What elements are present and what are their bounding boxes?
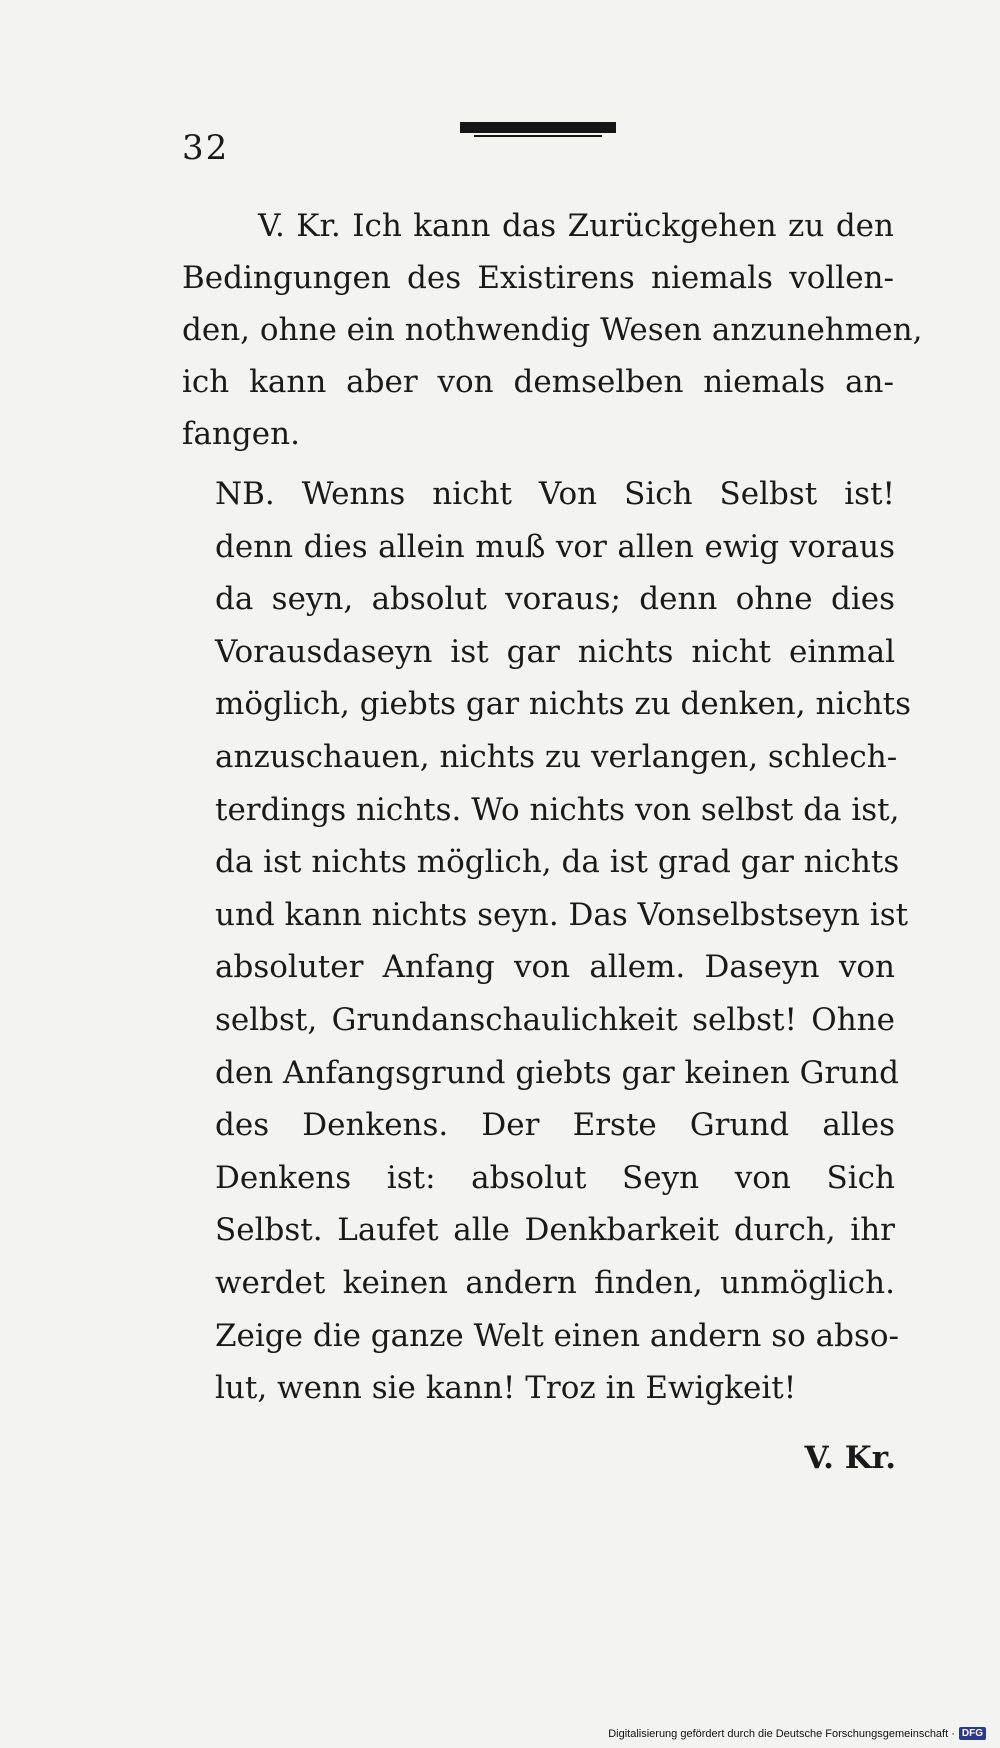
text-line: denn dies allein muß vor allen ewig voraus [215, 528, 895, 565]
text-line: anzuschauen, nichts zu verlangen, schlech- [215, 738, 898, 775]
text-line: Bedingungen des Existirens niemals vollen- [182, 260, 894, 296]
text-line: lut, wenn sie kann! Troz in Ewigkeit! [215, 1370, 797, 1407]
text-line: und kann nichts seyn. Das Vonselbstseyn ist [215, 896, 909, 933]
text-line: da seyn, absolut voraus; denn ohne dies [215, 581, 895, 618]
text-line: Vorausdaseyn ist gar nichts nicht einmal [215, 633, 895, 670]
page-number: 32 [182, 128, 230, 168]
text-line: werdet keinen andern finden, unmöglich. [215, 1264, 895, 1301]
text-line: selbst, Grundanschaulichkeit selbst! Ohne [215, 1001, 895, 1038]
signature: V. Kr. [804, 1440, 896, 1476]
ornament-bar [460, 122, 616, 133]
text-line: Denkens ist: absolut Seyn von Sich [215, 1159, 895, 1196]
text-line: möglich, giebts gar nichts zu denken, nichts [215, 686, 912, 723]
text-line: NB. Wenns nicht Von Sich Selbst ist! [215, 476, 895, 512]
text-line: Zeige die ganze Welt einen andern so abso- [215, 1317, 899, 1354]
text-line: absoluter Anfang von allem. Daseyn von [215, 949, 895, 986]
digitization-footer [608, 1727, 986, 1740]
dfg-logo: DFG [959, 1727, 986, 1740]
text-line: V. Kr. Ich kann das Zurückgehen zu den [258, 208, 894, 244]
text-line: terdings nichts. Wo nichts von selbst da ist, [215, 791, 900, 828]
ornament-rule [474, 135, 602, 137]
text-line: den Anfangsgrund giebts gar keinen Grund [215, 1054, 900, 1091]
text-line: da ist nichts möglich, da ist grad gar nichts [215, 844, 900, 881]
paragraph-2 [215, 468, 912, 1415]
paragraph-1 [182, 200, 923, 460]
text-line: des Denkens. Der Erste Grund alles [215, 1107, 895, 1144]
footer-credit: Digitalisierung gefördert durch die Deutsche Forschungsgemeinschaft · [608, 1727, 955, 1740]
text-line: fangen. [182, 416, 300, 452]
text-line: Selbst. Laufet alle Denkbarkeit durch, ihr [215, 1212, 895, 1249]
text-line: den, ohne ein nothwendig Wesen anzunehmen, [182, 312, 923, 348]
header-ornament [460, 122, 616, 138]
text-line: ich kann aber von demselben niemals an- [182, 364, 894, 400]
